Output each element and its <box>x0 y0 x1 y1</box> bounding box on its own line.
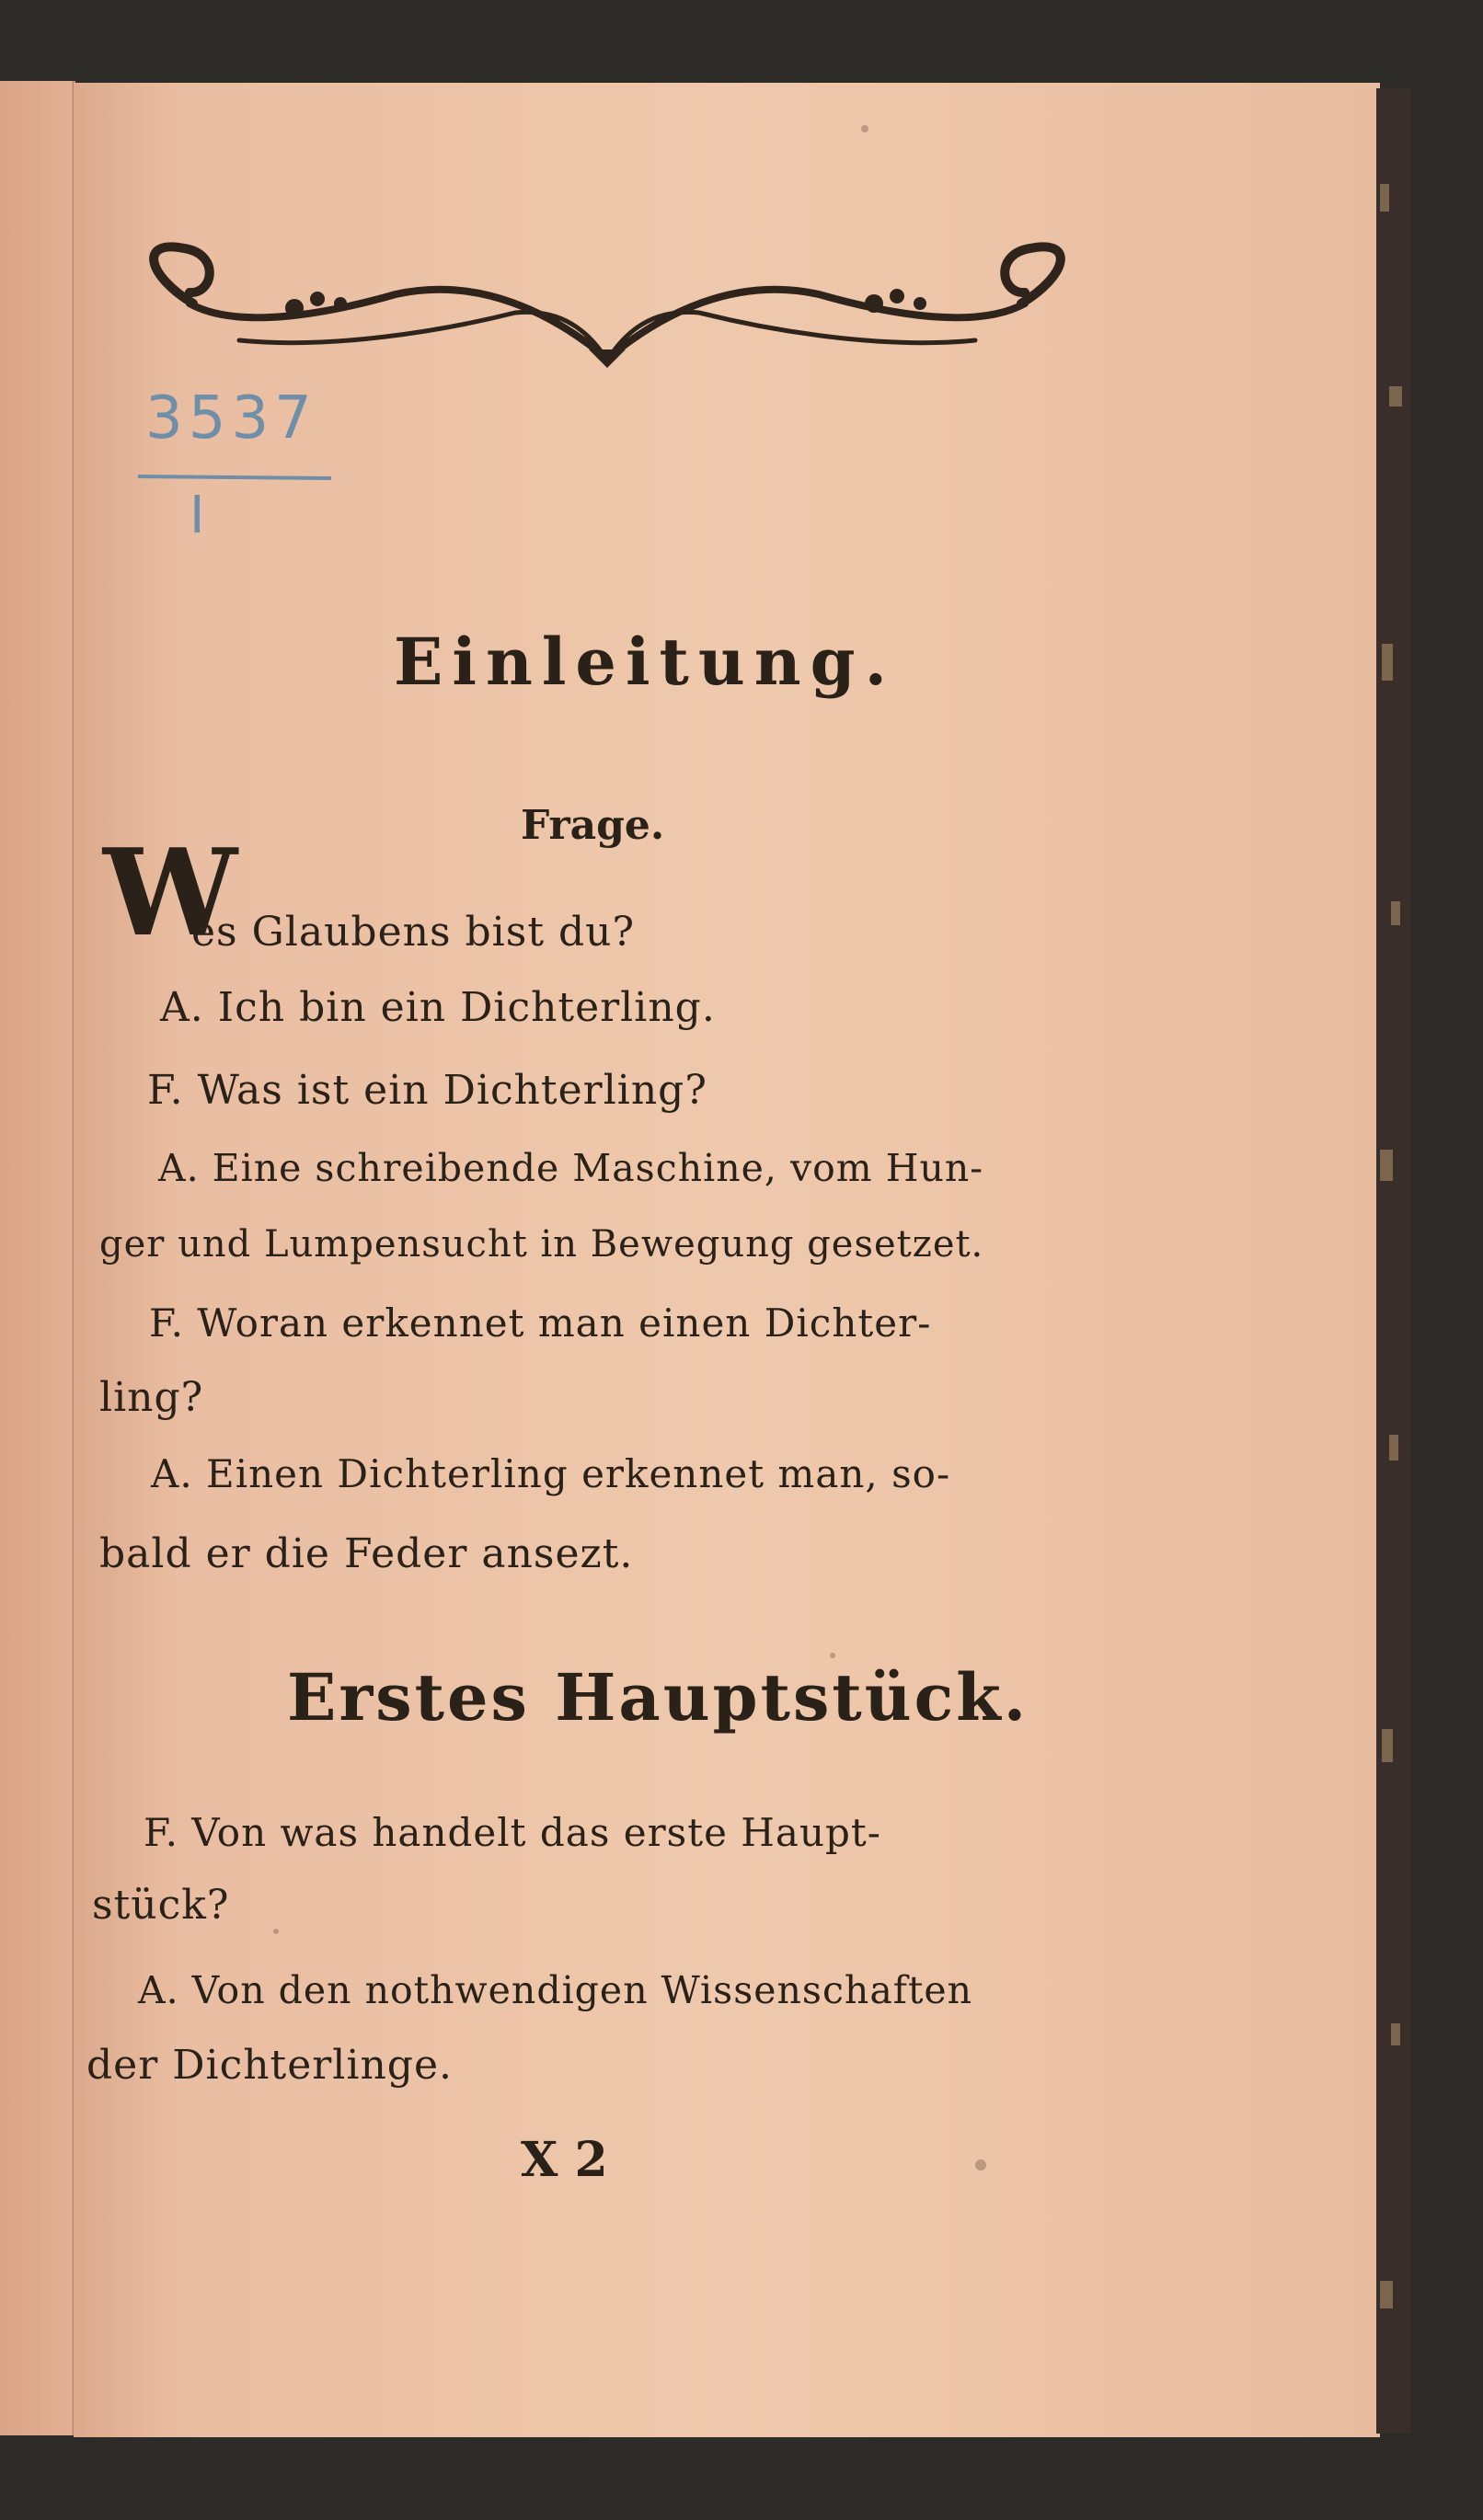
text-line: A. Ich bin ein Dichterling. <box>160 984 716 1031</box>
text-line: ling? <box>99 1374 204 1421</box>
text-line: ger und Lumpensucht in Bewegung gesetzet. <box>99 1223 984 1266</box>
book-cover-edge <box>1376 88 1411 2434</box>
text-line: F. Von was handelt das erste Haupt- <box>144 1810 881 1855</box>
text-line: A. Einen Dichterling erkennet man, so- <box>151 1451 951 1496</box>
chapter-title: Erstes Hauptstück. <box>287 1659 1029 1735</box>
left-page-edge <box>0 81 75 2435</box>
library-stamp-volume: I <box>190 486 205 545</box>
signature-mark: X 2 <box>521 2132 608 2188</box>
text-line: F. Woran erkennet man einen Dichter- <box>149 1300 932 1346</box>
text-line: A. Eine schreibende Maschine, vom Hun- <box>158 1146 984 1190</box>
first-line: es Glaubens bist du? <box>191 909 636 956</box>
question-label: Frage. <box>521 802 665 849</box>
text-line: F. Was ist ein Dichterling? <box>147 1067 707 1114</box>
text-line: bald er die Feder ansezt. <box>99 1530 634 1577</box>
text-line: der Dichterlinge. <box>86 2042 453 2089</box>
text-line: stück? <box>92 1882 230 1929</box>
library-stamp: 3537 <box>145 384 317 452</box>
drop-cap: W <box>103 822 237 963</box>
page-title: Einleitung. <box>394 624 896 700</box>
text-line: A. Von den nothwendigen Wissenschaften <box>138 1968 973 2012</box>
